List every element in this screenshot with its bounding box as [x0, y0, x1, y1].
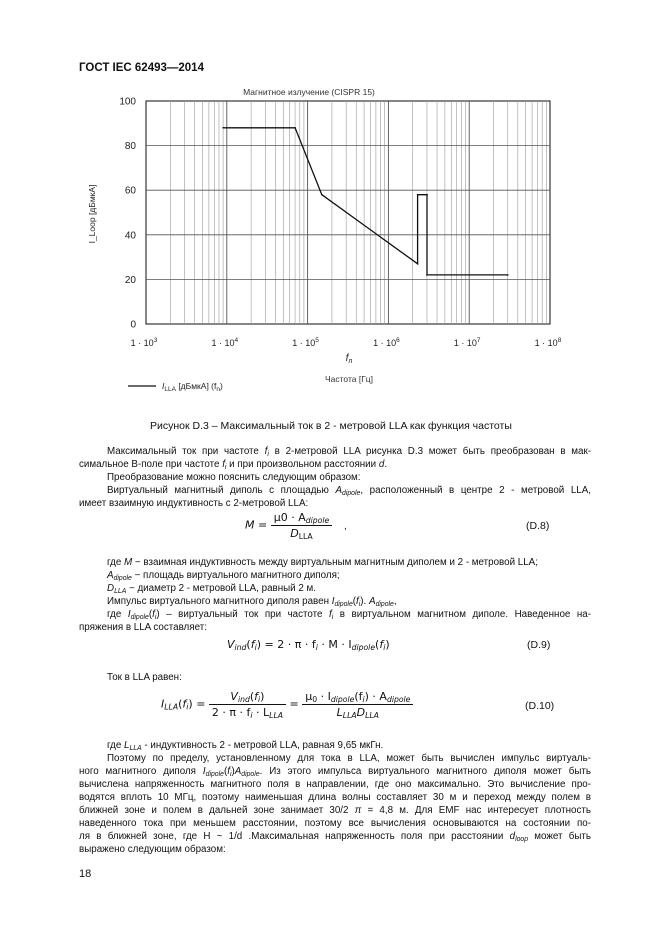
paragraph: $A_{dipole}$ − площадь виртуального магнитного диполя;: [107, 570, 340, 582]
y-tick-label: 40: [124, 230, 136, 242]
paragraph: Максимальный ток при частоте $f_i$ в 2-метровой LLA рисунка D.3 может быть преобразован в мак-: [107, 446, 592, 458]
x-tick-label: $1 \cdot 10^8$: [534, 337, 562, 348]
paragraph: выражено следующим образом:: [79, 844, 226, 855]
paragraph: ного магнитного диполя $I_{dipole}(f_i)A_{dipole}$. Из этого импульса виртуального магнитного диполя может быть: [79, 766, 591, 778]
paragraph: Поэтому по пределу, установленному для тока в LLA, может быть вычислен импульс виртуаль-: [107, 753, 591, 764]
paragraph: где $I_{dipole}(f_i)$ – виртуальный ток при частоте $f_i$ в виртуальном магнитном диполе. Наведенное на-: [107, 609, 591, 621]
magnetic-emission-chart: [0, 0, 661, 420]
equation-comma: ,: [344, 521, 347, 532]
paragraph: ля в ближней зоне, где Н ~ 1/d .Максимальная напряженность поля при расстоянии $d_{loop}$ может быть: [79, 831, 591, 843]
equation-number-d10: (D.10): [525, 700, 555, 712]
equation-number-d8: (D.8): [526, 520, 550, 532]
y-tick-label: 100: [119, 96, 136, 108]
x-axis-units: Частота [Гц]: [324, 374, 374, 384]
paragraph: наведенного тока при меньшем расстоянии, поэтому все вычисления основываются на состоянии по-: [79, 818, 591, 829]
paragraph: симальное В-поле при частоте $f_i$ и при произвольном расстоянии d.: [79, 459, 388, 471]
paragraph: вычислена напряженность магнитного поля в направлении, где оно максимально. Это вычисление про-: [79, 779, 591, 790]
equation-d8: M = $\frac{\mu 0 \cdot A_{dipole}}{D_{LLA}}$: [245, 511, 332, 540]
equation-d9: $V_{ind}(f_i) = 2 \cdot \pi \cdot f_i \cdot M \cdot I_{dipole}(f_i)$: [227, 638, 390, 652]
plot-frame: [146, 101, 550, 324]
y-axis-label: I_Loop [дБмкА]: [87, 184, 97, 244]
series-point: [507, 274, 509, 276]
y-tick-label: 60: [124, 185, 136, 197]
paragraph: где M − взаимная индуктивность между виртуальным магнитным диполем и 2 - метровой LLA;: [107, 557, 538, 568]
fraction: $\frac{\mu_0 \cdot I_{dipole}(f_i) \cdot A_{dipole}}{L_{LLA}D_{LLA}}$: [302, 690, 413, 719]
paragraph: водятся вплоть 10 МГц, поэтому наименьшая длина волны составляет 30 м и переход между полем в: [79, 792, 591, 803]
chart-title: Магнитное излучение (CISPR 15): [243, 87, 375, 97]
fraction: $\frac{\mu 0 \cdot A_{dipole}}{D_{LLA}}$: [271, 511, 332, 540]
x-tick-label: $1 \cdot 10^6$: [373, 337, 400, 348]
x-tick-label: $1 \cdot 10^5$: [292, 337, 319, 348]
paragraph: $D_{LLA}$ − диаметр 2 - метровой LLA, равный 2 м.: [107, 583, 317, 595]
series-point: [321, 194, 323, 196]
series-point: [426, 194, 428, 196]
paragraph: где $L_{LLA}$ - индуктивность 2 - метровой LLA, равная 9,65 мкГн.: [107, 740, 384, 752]
paragraph: Виртуальный магнитный диполь с площадью $A_{dipole}$, расположенный в центре 2 - метровой LLA,: [107, 485, 591, 497]
series-line: [223, 128, 508, 275]
equation-d10: $I_{LLA}(f_i)$ = $\frac{V_{ind}(f_i)}{2 \cdot \pi \cdot f_i \cdot L_{LLA}}$ = $\frac{\mu_0 \cdot I_{dipole}(f_i) \cdot A_{dipole}}{L_{LLA}D_{LLA}}$: [161, 690, 413, 719]
body-text-3: [79, 671, 591, 684]
legend: [128, 381, 223, 393]
y-tick-label: 20: [124, 274, 136, 286]
x-tick-label: $1 \cdot 10^4$: [211, 337, 239, 348]
x-axis-label: $f_n$: [345, 353, 353, 365]
series-point: [417, 263, 419, 265]
body-text-2: [79, 556, 591, 634]
figure-caption: Рисунок D.3 – Максимальный ток в 2 - метровой LLA как функция частоты: [150, 420, 512, 432]
paragraph: Преобразование можно пояснить следующим образом:: [107, 472, 361, 483]
paragraph: Ток в LLA равен:: [107, 672, 182, 683]
y-tick-label: 0: [130, 319, 136, 331]
body-text-4: [79, 739, 591, 856]
equation-number-d9: (D.9): [527, 639, 551, 651]
x-tick-label: $1 \cdot 10^3$: [130, 337, 158, 348]
body-text-1: [79, 445, 591, 510]
fraction: $\frac{V_{ind}(f_i)}{2 \cdot \pi \cdot f_i \cdot L_{LLA}}$: [209, 690, 286, 719]
paragraph: имеет взаимную индуктивность с 2-метровой LLA:: [79, 498, 309, 509]
x-tick-label: $1 \cdot 10^7$: [453, 337, 481, 348]
paragraph: пряжения в LLA составляет:: [79, 622, 207, 633]
series-point: [222, 127, 224, 129]
page-number: 18: [79, 868, 92, 880]
legend-label: $I_{LLA}$ [дБмкА] $(f_n)$: [162, 381, 223, 393]
series-point: [294, 127, 296, 129]
document-id: ГОСТ IEC 62493—2014: [79, 62, 204, 74]
y-tick-label: 80: [124, 141, 136, 153]
series-point: [417, 194, 419, 196]
paragraph: Импульс виртуального магнитного диполя равен $I_{dipole}(f_i)$. $A_{dipole}$,: [107, 596, 397, 608]
series-point: [426, 274, 428, 276]
paragraph: ближней зоне и полем в дальней зоне занимает 30/2 π = 4,8 м. Для EMF нас интересует плотность: [79, 805, 591, 816]
